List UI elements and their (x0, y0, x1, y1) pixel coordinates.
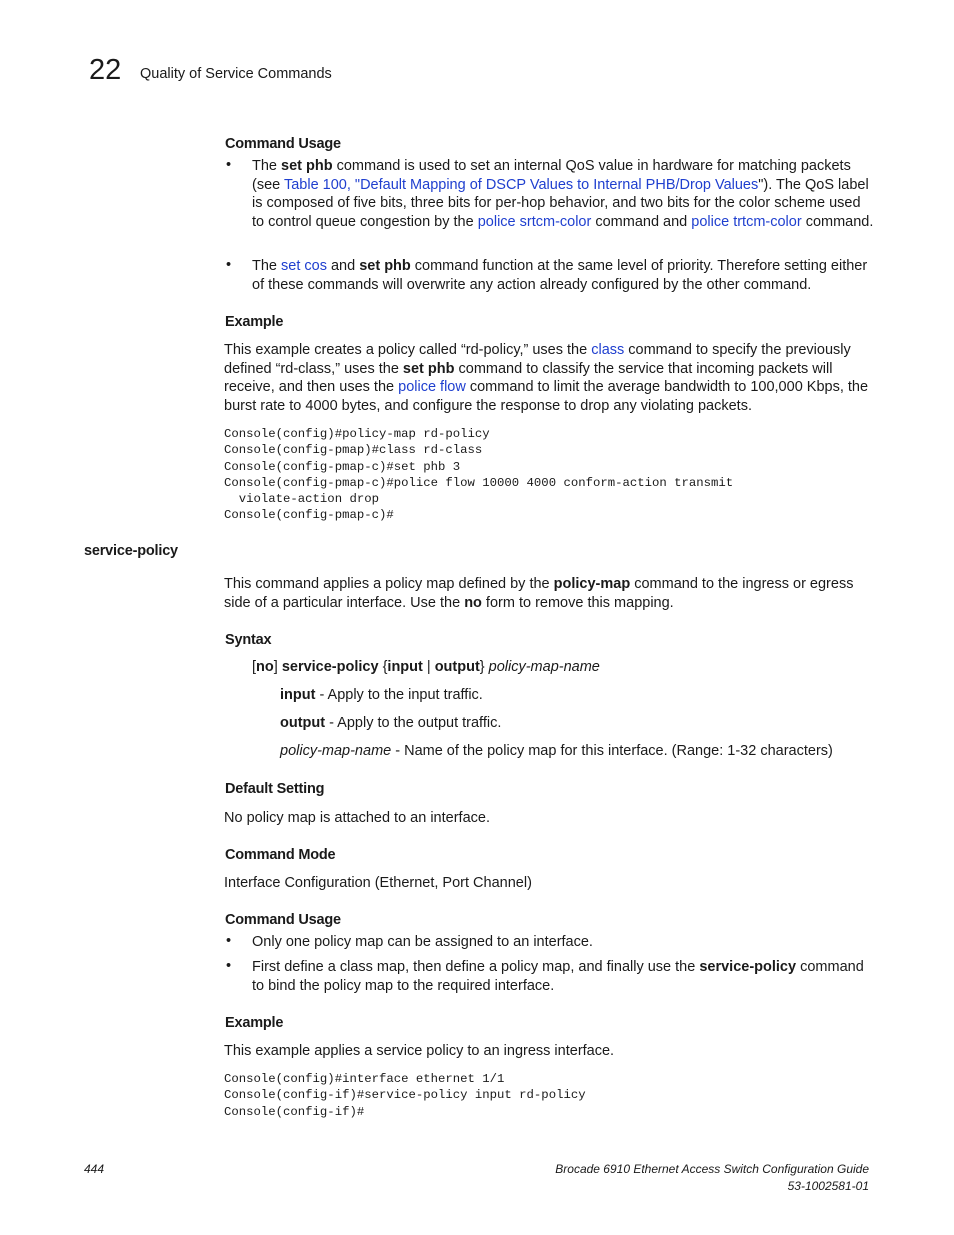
syntax-line: [no] service-policy {input | output} policy-map-name (252, 659, 600, 675)
class-link[interactable]: class (591, 342, 625, 358)
example-text: This example applies a service policy to an ingress interface. (224, 1043, 615, 1059)
police-trtcm-color-link[interactable]: police trtcm-color (691, 213, 802, 230)
usage-bullet-set-phb: The set phb command is used to set an internal QoS value in hardware for matching packets (see Table 100, "Default Mapping of DSCP Values to Internal PHB/Drop Values"). The QoS label is composed of five bits, three bits for per-hop behavior, and two bits for the color scheme used to control queue congestion by the police srtcm-color command and police trtcm-color command. (252, 158, 874, 230)
default-setting-text: No policy map is attached to an interface. (224, 810, 490, 826)
command-usage-heading: Command Usage (225, 912, 341, 928)
param-output: output - Apply to the output traffic. (280, 715, 502, 731)
bullet: • (226, 958, 232, 974)
example-heading: Example (225, 1015, 284, 1031)
example-description: This example creates a policy called “rd-policy,” uses the class command to specify the previously defined “rd-class,” uses the set phb command to classify the service that incoming packets will receive, and then uses the police flow command to limit the average bandwidth to 100,000 Kbps, the burst rate to 4000 bytes, and configure the response to drop any violating packets. (224, 342, 869, 414)
param-input: input - Apply to the input traffic. (280, 687, 483, 703)
default-setting-heading: Default Setting (225, 781, 325, 797)
guide-title: Brocade 6910 Ethernet Access Switch Configuration Guide (555, 1162, 869, 1176)
usage-bullet-define-order: First define a class map, then define a policy map, and finally use the service-policy command to bind the policy map to the required interface. (252, 959, 864, 994)
bullet: • (226, 257, 232, 273)
set-cos-link[interactable]: set cos (281, 258, 327, 274)
bullet: • (226, 933, 232, 949)
command-usage-heading: Command Usage (225, 136, 341, 152)
chapter-number: 22 (89, 54, 122, 86)
table-100-link[interactable]: Table 100, "Default Mapping of DSCP Values to Internal PHB/Drop Values (283, 176, 759, 193)
command-description: This command applies a policy map defined by the policy-map command to the ingress or egress side of a particular interface. Use the no form to remove this mapping. (224, 576, 854, 611)
keyword: set phb (281, 158, 333, 174)
example-heading: Example (225, 314, 284, 330)
document-number: 53-1002581-01 (787, 1179, 869, 1193)
bullet: • (226, 157, 232, 173)
usage-bullet-set-cos: The set cos and set phb command function at the same level of priority. Therefore setting either of these commands will overwrite any action already configured by the other command. (252, 258, 868, 293)
chapter-title: Quality of Service Commands (140, 66, 332, 82)
command-title: service-policy (84, 543, 178, 559)
syntax-heading: Syntax (225, 632, 272, 648)
police-flow-link[interactable]: police flow (398, 379, 466, 396)
param-policy-map-name: policy-map-name - Name of the policy map for this interface. (Range: 1-32 characters) (280, 743, 833, 759)
police-srtcm-color-link[interactable]: police srtcm-color (477, 213, 592, 230)
command-mode-heading: Command Mode (225, 847, 336, 863)
code-block: Console(config)#policy-map rd-policy Console(config-pmap)#class rd-class Console(config-pmap-c)#set phb 3 Console(config-pmap-c)#police flow 10000 4000 conform-action transmit violate-action drop Console(config-pmap-c)# (224, 427, 734, 523)
usage-bullet-one-map: Only one policy map can be assigned to an interface. (252, 934, 593, 950)
page-number: 444 (84, 1162, 105, 1176)
command-mode-text: Interface Configuration (Ethernet, Port Channel) (224, 875, 532, 891)
code-block: Console(config)#interface ethernet 1/1 Console(config-if)#service-policy input rd-policy Console(config-if)# (224, 1072, 586, 1119)
